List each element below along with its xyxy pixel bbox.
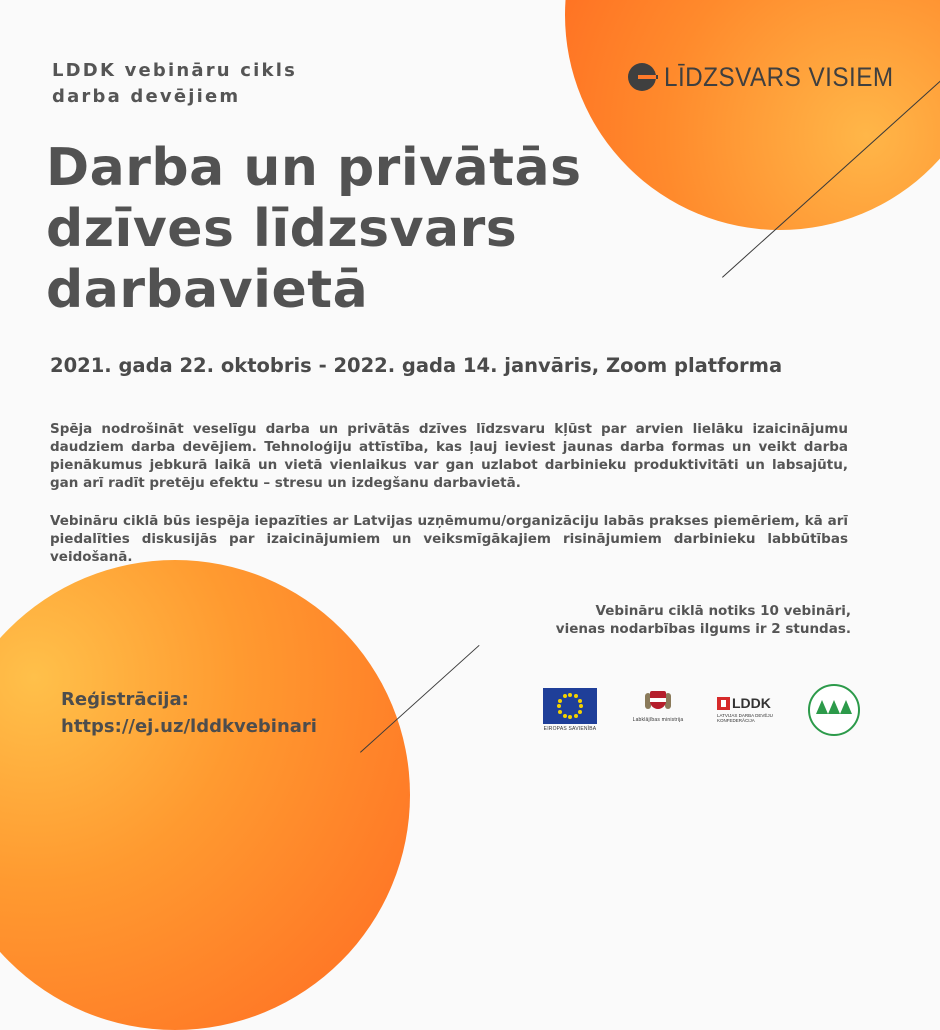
eu-star — [579, 704, 583, 708]
registration-label: Reģistrācija: — [61, 689, 189, 710]
eu-star — [578, 699, 582, 703]
title-line-2: dzīves līdzsvars — [46, 199, 518, 259]
eu-caption: EIROPAS SAVIENĪBA — [543, 726, 597, 732]
trade-union-logo-icon — [808, 684, 860, 736]
registration-block — [61, 686, 317, 740]
eu-flag-icon — [543, 688, 597, 724]
title-line-1: Darba un privātās — [46, 138, 582, 198]
eu-star — [568, 715, 572, 719]
brand-name: LĪDZSVARS VISIEM — [664, 61, 894, 92]
eu-star — [563, 694, 567, 698]
eu-star — [557, 704, 561, 708]
latvia-coat-of-arms-icon — [645, 685, 671, 715]
balance-logo-icon — [628, 63, 656, 91]
description-paragraph-2: Vebināru ciklā būs iespēja iepazīties ar Latvijas uzņēmumu/organizāciju labās prakses piemēriem, kā arī piedalīties diskusijās par izaicinājumiem un veiksmīgākajiem risinājumiem darbinieku labbūtības veidošanā. — [50, 513, 848, 565]
series-line-2: darba devējiem — [52, 86, 241, 107]
lddk-caption-line-1: LATVIJAS DARBA DEVĒJU — [717, 713, 773, 718]
lddk-wordmark: LDDK — [732, 695, 771, 711]
event-dates: 2021. gada 22. oktobris - 2022. gada 14. janvāris, Zoom platforma — [50, 354, 783, 377]
ministry-logo — [628, 685, 688, 723]
series-line-1: LDDK vebināru cikls — [52, 60, 297, 81]
trade-union-logo — [808, 684, 860, 736]
eu-logo — [543, 688, 597, 732]
lddk-caption-line-2: KONFEDERĀCIJA — [717, 718, 755, 723]
ministry-caption: Labklājības ministrija — [632, 717, 684, 723]
orange-circle-top-right — [565, 0, 940, 230]
note-line-1: Vebināru ciklā notiks 10 vebināri, — [595, 603, 851, 619]
title-line-3: darbavietā — [46, 260, 369, 320]
lddk-logo-icon — [717, 697, 730, 710]
eu-star — [558, 710, 562, 714]
registration-link[interactable]: https://ej.uz/lddkvebinari — [61, 716, 317, 737]
orange-circle-bottom-left — [0, 560, 410, 1030]
eu-star — [578, 710, 582, 714]
webinar-info-note — [556, 602, 851, 638]
description-paragraph-1: Spēja nodrošināt veselīgu darba un privātās dzīves līdzsvaru kļūst par arvien lielāku izaicinājumu daudziem darba devējiem. Tehnoloģiju attīstība, kas ļauj ieviest jaunas darba formas un veikt darba pienākumus jebkurā laikā un vietā vienlaikus var gan uzlabot darbinieku produktivitāti un labsajūtu, gan arī radīt pretēju efektu – stresu un izdegšanu darbavietā. — [50, 421, 848, 491]
page-title — [46, 138, 582, 321]
eu-star — [574, 694, 578, 698]
eu-star — [574, 714, 578, 718]
lddk-logo — [717, 695, 775, 723]
eu-star — [558, 699, 562, 703]
eu-star — [563, 714, 567, 718]
eu-star — [568, 693, 572, 697]
brand-logo — [628, 60, 919, 94]
series-subtitle — [52, 58, 297, 110]
note-line-2: vienas nodarbības ilgums ir 2 stundas. — [555, 621, 851, 637]
